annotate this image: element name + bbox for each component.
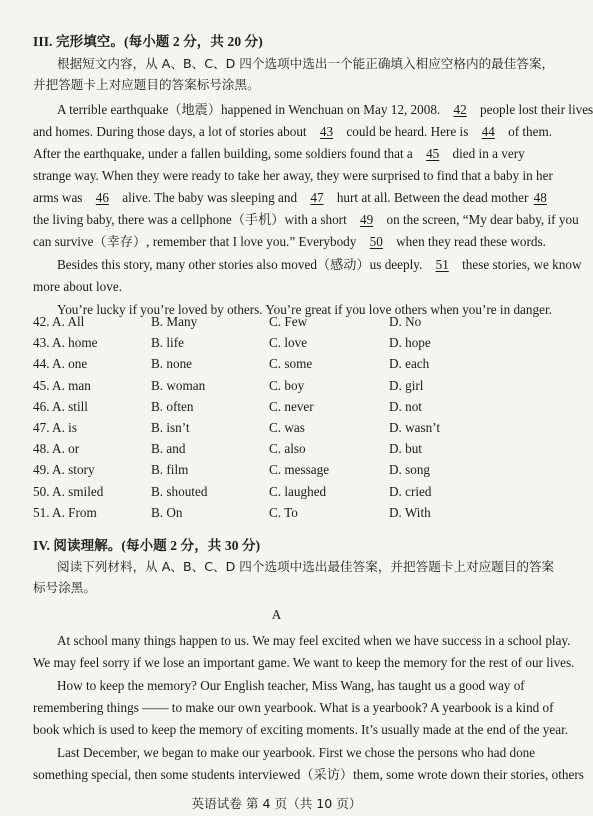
- option-46-a: 46. A. still: [33, 398, 88, 414]
- option-47-c: C. was: [269, 420, 305, 435]
- text: can survive（幸存）, remember that I love you.” Everybody: [33, 234, 357, 249]
- section-4-instruction-line2: 标号涂黑。: [33, 580, 96, 595]
- passage-line: [33, 189, 547, 207]
- passage-label: A: [271, 607, 282, 622]
- passage-line: [33, 211, 579, 229]
- passage-line: We may feel sorry if we lose an important game. We want to keep the memory for the rest of our lives.: [33, 655, 575, 670]
- option-49-a: 49. A. story: [33, 462, 95, 478]
- option-44-a: 44. A. one: [33, 356, 88, 372]
- option-51-d: D. With: [389, 504, 431, 520]
- option-51-a: 51. A. From: [33, 504, 97, 520]
- option-47-a: 47. A. is: [33, 420, 77, 435]
- passage-line: [33, 123, 553, 141]
- option-46-c: C. never: [269, 398, 314, 414]
- text: of them.: [508, 124, 553, 139]
- option-44-c: C. some: [269, 356, 313, 372]
- option-42-d: D. No: [389, 314, 422, 329]
- passage-line: You’re lucky if you’re loved by others. You’re great if you love others when you’re in danger.: [57, 302, 552, 317]
- section-4-heading: IV. 阅读理解。(每小题 2 分，共 30 分): [33, 538, 261, 553]
- blank-48: 48: [533, 190, 547, 205]
- text: A terrible earthquake（地震）happened in Wenchuan on May 12, 2008.: [57, 102, 441, 117]
- option-49-b: B. film: [151, 462, 189, 478]
- section-3-instruction-line1: 根据短文内容，从 A、B、C、D 四个选项中选出一个能正确填入相应空格内的最佳答案，: [57, 56, 555, 71]
- text: After the earthquake, under a fallen building, some soldiers found that a: [33, 146, 413, 161]
- text: people lost their lives: [480, 102, 593, 117]
- option-51-b: B. On: [151, 504, 183, 520]
- option-46-b: B. often: [151, 398, 194, 414]
- option-50-d: D. cried: [389, 483, 432, 499]
- option-47-b: B. isn’t: [151, 420, 190, 435]
- blank-45: 45: [426, 146, 440, 161]
- text: Besides this story, many other stories also moved（感动）us deeply.: [57, 257, 423, 272]
- passage-line: At school many things happen to us. We may feel excited when we have success in a school play.: [57, 633, 571, 648]
- option-45-c: C. boy: [269, 377, 305, 393]
- passage-line: [57, 256, 582, 274]
- blank-44: 44: [481, 124, 495, 139]
- text: the living baby, there was a cellphone（手机）with a short: [33, 212, 347, 227]
- blank-43: 43: [319, 124, 334, 139]
- passage-line: Last December, we began to make our yearbook. First we chose the persons who had done: [57, 745, 536, 760]
- passage-line: strange way. When they were ready to take her away, they were surprised to find that a baby in her: [33, 168, 553, 183]
- blank-46: 46: [95, 190, 109, 205]
- text: when they read these words.: [396, 234, 546, 249]
- blank-47: 47: [310, 190, 324, 205]
- option-44-b: B. none: [151, 356, 193, 372]
- option-45-b: B. woman: [151, 377, 206, 393]
- passage-line: [57, 101, 593, 119]
- text: these stories, we know: [462, 257, 582, 272]
- passage-line: something special, then some students interviewed（采访）them, some wrote down their stories, others: [33, 767, 584, 782]
- option-49-c: C. message: [269, 462, 330, 478]
- option-42-b: B. Many: [151, 314, 198, 329]
- option-42-a: 42. A. All: [33, 314, 85, 329]
- blank-42: 42: [453, 102, 467, 117]
- option-50-a: 50. A. smiled: [33, 483, 104, 499]
- option-43-a: 43. A. home: [33, 335, 98, 351]
- option-48-c: C. also: [269, 441, 306, 457]
- page-footer: 英语试卷 第 4 页（共 10 页）: [191, 796, 362, 811]
- passage-line: How to keep the memory? Our English teacher, Miss Wang, has taught us a good way of: [57, 678, 525, 693]
- passage-line: book which is used to keep the memory of exciting moments. It’s usually made at the end of the year.: [33, 722, 569, 737]
- text: hurt at all. Between the dead mother: [336, 190, 529, 205]
- text: died in a very: [452, 146, 525, 161]
- option-43-c: C. love: [269, 335, 308, 351]
- option-42-c: C. Few: [269, 314, 308, 329]
- option-47-d: D. wasn’t: [389, 420, 441, 435]
- option-50-b: B. shouted: [151, 483, 208, 499]
- option-45-d: D. girl: [389, 377, 424, 393]
- blank-49: 49: [360, 212, 374, 227]
- section-3-instruction-line2: 并把答题卡上对应题目的答案标号涂黑。: [33, 77, 260, 92]
- text: alive. The baby was sleeping and: [122, 190, 298, 205]
- section-4-instruction-line1: 阅读下列材料，从 A、B、C、D 四个选项中选出最佳答案，并把答题卡上对应题目的答案: [57, 559, 555, 574]
- text: could be heard. Here is: [346, 124, 469, 139]
- option-43-d: D. hope: [389, 335, 431, 351]
- text: on the screen, “My dear baby, if you: [386, 212, 579, 227]
- option-44-d: D. each: [389, 356, 430, 372]
- text: arms was: [33, 190, 83, 205]
- blank-50: 50: [369, 234, 383, 249]
- option-43-b: B. life: [151, 335, 184, 351]
- option-48-d: D. but: [389, 441, 422, 457]
- option-46-d: D. not: [389, 398, 422, 414]
- option-45-a: 45. A. man: [33, 377, 91, 393]
- option-51-c: C. To: [269, 504, 298, 520]
- option-50-c: C. laughed: [269, 483, 327, 499]
- passage-line: remembering things —— to make our own yearbook. What is a yearbook? A yearbook is a kind of: [33, 700, 554, 715]
- passage-line: [33, 145, 523, 163]
- option-49-d: D. song: [389, 462, 431, 478]
- text: and homes. During those days, a lot of stories about: [33, 124, 307, 139]
- passage-line: [33, 233, 546, 251]
- section-3-heading: III. 完形填空。(每小题 2 分，共 20 分): [33, 34, 263, 49]
- option-48-b: B. and: [151, 441, 186, 457]
- option-48-a: 48. A. or: [33, 441, 80, 457]
- blank-51: 51: [435, 257, 449, 272]
- passage-line: more about love.: [33, 279, 122, 294]
